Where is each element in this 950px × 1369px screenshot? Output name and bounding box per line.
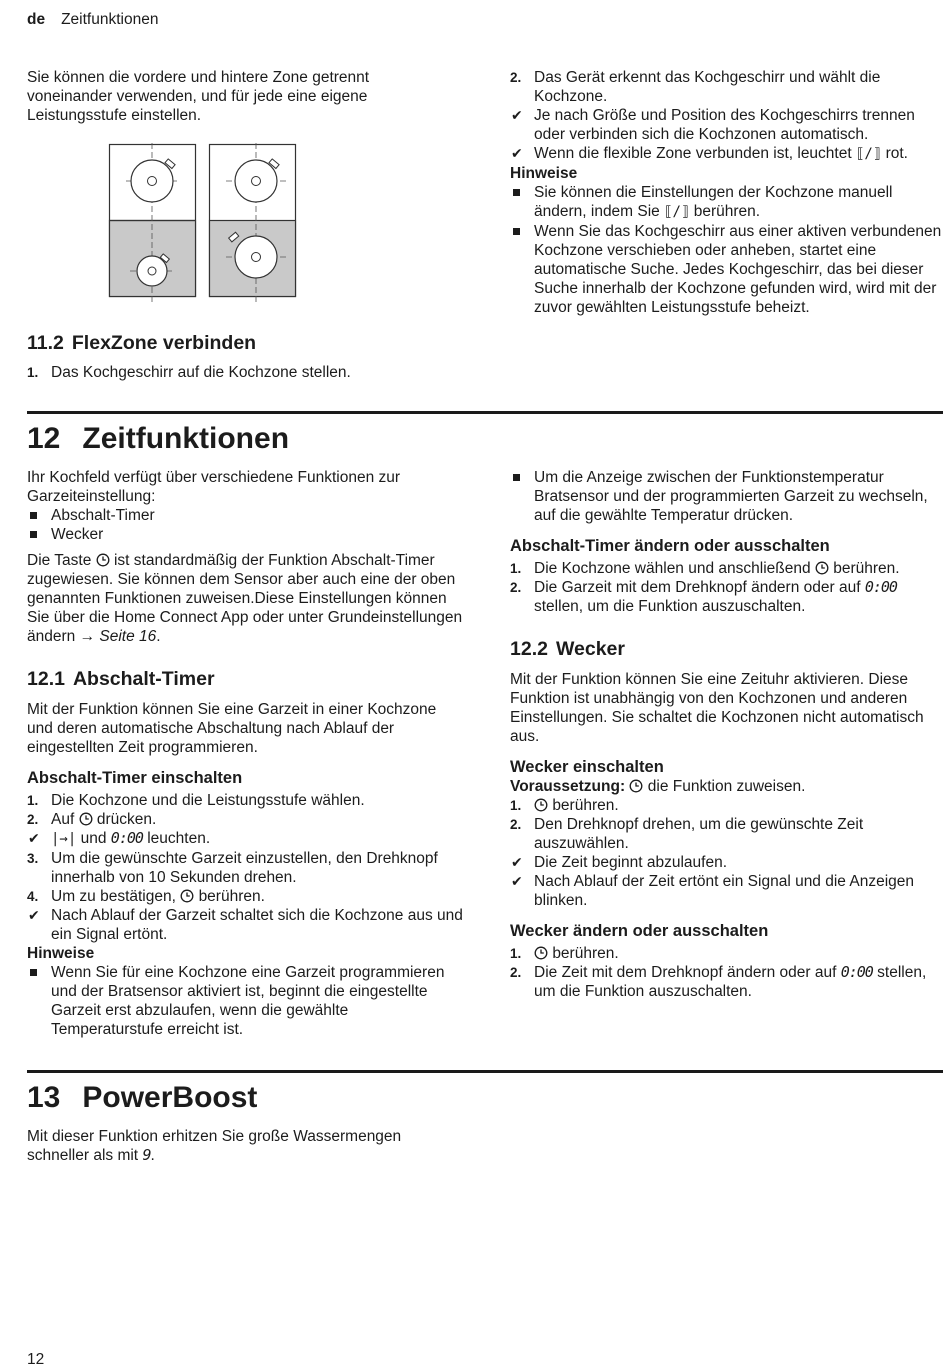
step-2: 2. Das Gerät erkennt das Kochgeschirr und wählt die Kochzone. <box>510 69 881 105</box>
step-1: 1. Die Kochzone wählen und anschließend berühren. <box>510 560 900 577</box>
result-item: ✔ Je nach Größe und Position des Kochgeschirrs trennen oder verbinden sich die Kochzonen automatisch. <box>511 107 915 143</box>
step-1: 1. berühren. <box>510 945 619 962</box>
bullet-icon <box>30 969 37 976</box>
flexzone-diagram <box>108 143 300 303</box>
flexzone-intro-text: Sie können die vordere und hintere Zone getrennt voneinander verwenden, und für jede eine eigene Leistungsstufe einstellen. <box>27 69 370 124</box>
flexzone-icon: ⟦/⟧ <box>664 204 690 220</box>
chapter-12-title: 12 Zeitfunktionen <box>27 422 290 455</box>
step-3: 3. Um die gewünschte Garzeit einzustellen, den Drehknopf innerhalb von 10 Sekunden drehen. <box>27 850 438 886</box>
section-12-1-heading: 12.1 Abschalt-Timer <box>27 668 215 690</box>
note-item: Sie können die Einstellungen der Kochzone manuell ändern, indem Sie ⟦/⟧ berühren. <box>510 183 942 222</box>
step-2: 2. Die Garzeit mit dem Drehknopf ändern oder auf 0:00 stellen, um die Funktion auszuschalten. <box>510 578 897 615</box>
note-item: Wenn Sie das Kochgeschirr aus einer aktiven verbundenen Kochzone verschieben oder anheben, startet eine automatische Suche. Jedes Kochgeschirr, das bei dieser Suche innerhalb der Kochzone gefunden wird, wird mit der zuvor gewählten Leistungsstufe beheizt. <box>510 222 942 317</box>
prerequisite: Voraussetzung: die Funktion zuweisen. <box>510 778 806 795</box>
chapter-12-right <box>510 468 942 1001</box>
language-code: de <box>27 11 46 28</box>
section-11-2 <box>27 332 463 382</box>
step-2: 2. Auf drücken. <box>27 811 157 828</box>
clock-icon <box>79 812 93 826</box>
timer-key-text: Die Taste ist standardmäßig der Funktion Abschalt-Timer zugewiesen. Sie können dem Sensor aber auch eine der oben genannten Funktionen zuweisen.Diese Einstellungen können Sie über die Home Connect App oder unter Grundeinstellungen ändern → Seite 16. <box>27 552 463 645</box>
bullet-icon <box>513 228 520 235</box>
step-2: 2. Die Zeit mit dem Drehknopf ändern oder auf 0:00 stellen, um die Funktion auszuschalten. <box>510 963 927 1000</box>
header-title: Zeitfunktionen <box>61 11 159 28</box>
bullet-icon <box>30 512 37 519</box>
bullet-icon <box>513 189 520 196</box>
bullet-icon <box>513 474 520 481</box>
section-12-2-text: Mit der Funktion können Sie eine Zeituhr aktivieren. Diese Funktion ist unabhängig von den Kochzonen und anderen Einstellungen. Sie schaltet die Kochzonen nicht automatisch aus. <box>510 671 924 745</box>
check-icon: ✔ <box>511 145 523 161</box>
flexzone-steps <box>510 68 942 317</box>
power-level-display: 9 <box>142 1146 151 1164</box>
note-item: Um die Anzeige zwischen der Funktionstemperatur Bratsensor und der programmierten Garzeit zu wechseln, auf die gewählte Temperatur drücken. <box>510 468 942 525</box>
chapter-13-text: Mit dieser Funktion erhitzen Sie große Wassermengen schneller als mit 9. <box>27 1128 402 1164</box>
step-4: 4. Um zu bestätigen, berühren. <box>27 888 265 905</box>
list-item: Wecker <box>27 525 463 544</box>
alarm-on-heading: Wecker einschalten <box>510 758 664 776</box>
check-icon: ✔ <box>511 873 523 889</box>
page-link[interactable]: Seite 16 <box>99 628 157 645</box>
result-item: ✔ Nach Ablauf der Garzeit schaltet sich die Kochzone aus und ein Signal ertönt. <box>28 907 463 943</box>
result-item: ✔ Die Zeit beginnt abzulaufen. <box>511 854 728 871</box>
check-icon: ✔ <box>511 854 523 870</box>
notes-heading: Hinweise <box>27 945 95 962</box>
chapter-rule <box>27 1070 943 1073</box>
section-12-1-text: Mit der Funktion können Sie eine Garzeit in einer Kochzone und deren automatische Abschaltung nach Ablauf der eingestellten Zeit programmieren. <box>27 701 437 756</box>
check-icon: ✔ <box>28 907 40 923</box>
flexzone-intro <box>27 68 455 125</box>
step-1: 1. berühren. <box>510 797 619 814</box>
chapter-rule <box>27 411 943 414</box>
bullet-icon <box>30 531 37 538</box>
step-1: 1. Die Kochzone und die Leistungsstufe wählen. <box>27 792 365 809</box>
step-1: 1. Das Kochgeschirr auf die Kochzone stellen. <box>27 364 351 381</box>
page-number: 12 <box>27 1351 45 1368</box>
list-item: Abschalt-Timer <box>27 506 463 525</box>
clock-icon <box>534 946 548 960</box>
chapter-12-left <box>27 468 463 1039</box>
page-header <box>27 10 158 29</box>
notes-heading: Hinweise <box>510 165 578 182</box>
note-item: Wenn Sie für eine Kochzone eine Garzeit programmieren und der Bratsensor aktiviert ist, beginnt die eingestellte Garzeit erst abzulaufen, wenn die gewählte Temperaturstufe erreicht ist. <box>27 963 463 1039</box>
step-2: 2. Den Drehknopf drehen, um die gewünschte Zeit auszuwählen. <box>510 816 864 852</box>
clock-icon <box>629 779 643 793</box>
result-item: ✔ Wenn die flexible Zone verbunden ist, leuchtet ⟦/⟧ rot. <box>511 145 908 162</box>
timer-end-icon: |→| <box>51 831 77 847</box>
check-icon: ✔ <box>511 107 523 123</box>
arrow-icon: → <box>79 628 96 645</box>
timer-on-heading: Abschalt-Timer einschalten <box>27 769 243 787</box>
section-heading: 11.2 FlexZone verbinden <box>27 332 257 354</box>
time-display: 0:00 <box>840 963 873 981</box>
chapter-intro: Ihr Kochfeld verfügt über verschiedene Funktionen zur Garzeiteinstellung: <box>27 469 401 505</box>
section-12-2-heading: 12.2 Wecker <box>510 638 625 660</box>
chapter-13-title: 13 PowerBoost <box>27 1081 258 1114</box>
result-item: ✔ |→| und 0:00 leuchten. <box>28 829 211 847</box>
clock-icon <box>96 553 110 567</box>
timer-change-heading: Abschalt-Timer ändern oder ausschalten <box>510 537 830 555</box>
clock-icon <box>815 561 829 575</box>
time-display: 0:00 <box>864 578 897 596</box>
clock-icon <box>180 889 194 903</box>
clock-icon <box>534 798 548 812</box>
check-icon: ✔ <box>28 830 40 846</box>
flexzone-icon: ⟦/⟧ <box>855 146 882 162</box>
alarm-change-heading: Wecker ändern oder ausschalten <box>510 922 769 940</box>
time-display: 0:00 <box>110 829 143 847</box>
result-item: ✔ Nach Ablauf der Zeit ertönt ein Signal und die Anzeigen blinken. <box>511 873 915 909</box>
